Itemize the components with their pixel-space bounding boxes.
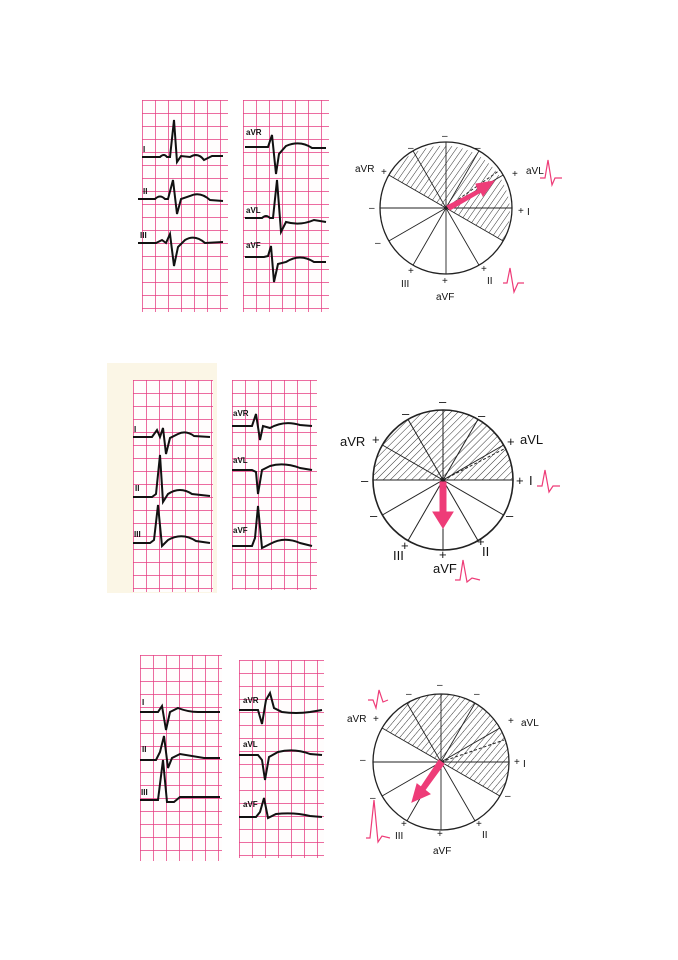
mini-complex-avr <box>368 690 388 708</box>
axis-label-iii: III <box>393 548 404 563</box>
svg-text:+: + <box>401 538 409 553</box>
lead-label-i: I <box>142 698 145 707</box>
svg-text:+: + <box>437 829 443 840</box>
mean-axis-arrow <box>412 760 444 802</box>
svg-text:+: + <box>381 167 387 178</box>
svg-text:+: + <box>516 473 524 488</box>
lead-label-avf: aVF <box>246 241 261 250</box>
axis-label-avr: aVR <box>340 434 366 449</box>
axis-label-avf: aVF <box>433 846 452 857</box>
lead-label-iii: III <box>141 788 148 797</box>
svg-text:+: + <box>408 266 414 277</box>
svg-text:–: – <box>408 143 414 154</box>
svg-text:–: – <box>474 689 480 700</box>
lead-label-i: I <box>134 425 137 434</box>
svg-text:–: – <box>369 203 375 214</box>
axis-label-avf: aVF <box>436 292 455 303</box>
lead-label-avl: aVL <box>243 740 258 749</box>
svg-text:–: – <box>505 791 511 802</box>
lead-label-avr: aVR <box>243 696 259 705</box>
lead-label-ii: II <box>135 484 140 493</box>
svg-text:–: – <box>360 755 366 766</box>
svg-text:–: – <box>478 408 486 423</box>
svg-text:–: – <box>506 508 514 523</box>
axis-label-avf: aVF <box>433 561 457 576</box>
axis-label-avl: aVL <box>526 166 544 177</box>
lead-label-avf: aVF <box>243 800 258 809</box>
svg-text:+: + <box>518 206 524 217</box>
svg-text:+: + <box>508 716 514 727</box>
svg-text:–: – <box>370 793 376 804</box>
lead-label-avl: aVL <box>233 456 248 465</box>
axis-label-avr: aVR <box>347 714 367 725</box>
svg-text:–: – <box>370 508 378 523</box>
lead-label-avf: aVF <box>233 526 248 535</box>
lead-label-iii: III <box>140 231 147 240</box>
svg-text:–: – <box>439 394 447 409</box>
svg-text:+: + <box>481 264 487 275</box>
axis-label-i: I <box>529 473 533 488</box>
axis-label-ii: II <box>482 544 490 559</box>
svg-text:+: + <box>512 169 518 180</box>
lead-label-i: I <box>143 145 146 154</box>
axis-label-avl: aVL <box>521 718 539 729</box>
axis-label-i: I <box>527 207 530 218</box>
svg-text:+: + <box>373 714 379 725</box>
svg-text:+: + <box>476 819 482 830</box>
svg-text:–: – <box>375 238 381 249</box>
axis-label-iii: III <box>395 831 404 842</box>
lead-label-avl: aVL <box>246 206 261 215</box>
lead-label-ii: II <box>142 745 147 754</box>
svg-text:+: + <box>401 819 407 830</box>
mini-complex-iii <box>366 800 390 842</box>
axis-label-iii: III <box>401 279 410 290</box>
svg-text:–: – <box>361 473 369 488</box>
lead-label-iii: III <box>134 530 141 539</box>
axis-label-avl: aVL <box>520 432 544 447</box>
svg-text:+: + <box>477 534 485 549</box>
svg-text:+: + <box>507 434 515 449</box>
axis-label-avr: aVR <box>355 164 375 175</box>
lead-label-avr: aVR <box>246 128 262 137</box>
lead-label-ii: II <box>143 187 148 196</box>
svg-text:–: – <box>475 143 481 154</box>
svg-text:+: + <box>439 547 447 562</box>
axis-label-ii: II <box>482 830 488 841</box>
svg-text:–: – <box>442 131 448 142</box>
svg-text:+: + <box>514 757 520 768</box>
axis-label-i: I <box>523 759 526 770</box>
axis-label-ii: II <box>487 276 493 287</box>
svg-text:+: + <box>372 432 380 447</box>
lead-label-avr: aVR <box>233 409 249 418</box>
svg-text:–: – <box>402 406 410 421</box>
svg-text:+: + <box>442 276 448 287</box>
svg-text:–: – <box>406 689 412 700</box>
svg-text:–: – <box>437 680 443 691</box>
